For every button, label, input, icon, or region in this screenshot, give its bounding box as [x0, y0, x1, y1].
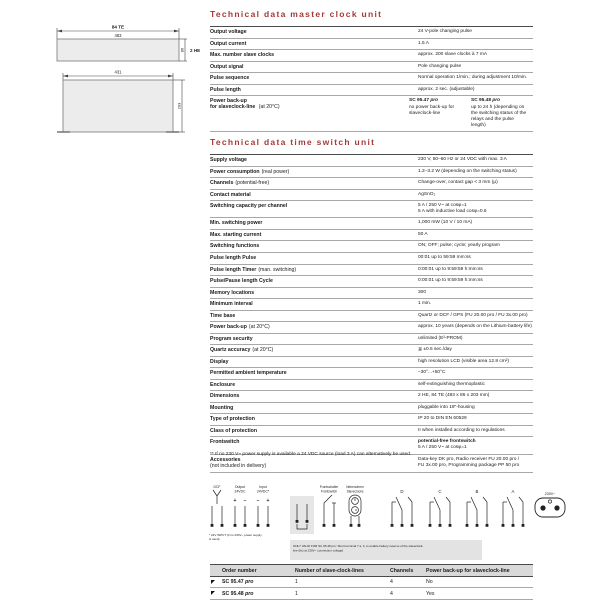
variant-sc9547: SC 95.47 pro no power back-up for slaveclock-line — [409, 98, 455, 117]
table-row: SC 95.48 pro 1 4 Yes — [210, 588, 533, 599]
front-height-mm-label: 86 — [179, 47, 185, 53]
table-row: SC 95.47 pro 1 4 No — [210, 577, 533, 588]
svg-text:ONLY VALID FOR SC 95.48 pro: S: ONLY VALID FOR SC 95.48 pro: Short terminal 7 a, b, to enable battery reserve of the slaveclock- — [293, 544, 424, 548]
spec-row — [210, 39, 533, 51]
variant-sc9548: SC 95.48 pro up to 24 h (depending on the switching status of the relays and the pulse length) — [471, 98, 527, 129]
section-title-master: Technical data master clock unit — [210, 9, 383, 19]
svg-text:D: D — [400, 489, 404, 494]
front-height-he-label: 2 HE — [190, 48, 201, 53]
front-width-mm-label: 483 — [114, 33, 122, 38]
spec-row — [210, 27, 533, 39]
master-clock-table — [210, 26, 533, 132]
spec-label: Output signal — [210, 63, 244, 70]
side-width-mm-label: 431 — [114, 69, 122, 75]
output-label: Output — [234, 485, 246, 489]
spec-value: 24 V-pole changing pulse — [418, 29, 472, 34]
spec-label: Pulse length — [210, 86, 241, 93]
spec-value: Pole changing pulse — [418, 63, 462, 69]
left-note-line2: is used) — [209, 537, 220, 541]
dimension-drawing — [35, 20, 210, 145]
spec-value: 1.5 A — [418, 40, 429, 46]
terminal-block-left — [212, 506, 268, 524]
col-header-order-number: Order number — [222, 567, 257, 574]
polarity-plus: + — [266, 498, 270, 504]
spec-label: Output voltage — [210, 29, 247, 35]
slaveclocks-label-de: Nebenuhren — [346, 485, 364, 489]
side-view-outline — [63, 80, 173, 132]
spec-value — [409, 98, 533, 129]
spec-row-power-backup — [210, 96, 533, 132]
spec-label: Max. number slave clocks — [210, 52, 275, 59]
dcf-label: DCF — [213, 485, 221, 489]
side-depth-mm-label: 203 — [176, 102, 182, 110]
spec-label: Power back-up for slaveclock-line (at 20°C) — [210, 98, 280, 111]
input-label: Input — [259, 485, 267, 489]
spec-row — [210, 50, 533, 62]
spec-label: Pulse sequence — [210, 75, 250, 82]
col-header-channels: Channels — [390, 567, 414, 574]
col-header-backup: Power back-up for slaveclock-line — [426, 567, 510, 574]
channel-d — [391, 489, 414, 527]
flag-icon — [211, 580, 215, 584]
frontswitch-icon — [324, 495, 336, 524]
spec-row — [210, 62, 533, 74]
slaveclock-line-icon — [349, 495, 361, 524]
flag-icon — [211, 591, 215, 595]
svg-text:A: A — [511, 489, 515, 494]
time-switch-table: Supply voltage 230 V, 50–60 Hz or 24 VDC with max. 3 A Power consumption (real power) 1.2–3.2 W (depending on the switching status) Channels (potential-free) Change-over, contact gap < 3 mm (μ) Contact material AgSnO₂ Switching capacity per channel 5 A / 250 V~ at cosφ=1 5 A with inductive load cosφ=0.6 Min. switching power 1,000 mW (10 V / 10 mA) Max. starting current 50 A Switching functions ON; OFF; pulse; cycle; yearly program Pulse length Pulse 00:01 up to 59:59 mm:ss Pulse length Timer (man. switching) 0:00:01 up to 9:59:59 h:mm:ss Pulse/Pause length Cycle 0:00:01 up to 9:59:59 h:mm:ss Memory locations 300 Minimum interval 1 min. Time base Quartz or DCF / GPS (FU 20.00 pro / FU 3x.00 pro) Power back-up (at 20°C) approx. 10 years (depends on the Lithium-battery life) Program security unlimited (E²-PROM) Quartz accuracy (at 20°C) ≦ ±0.5 sec./day Display high resolution LCD (visible area 12.8 cm²) Permitted ambient temperature –30°...+50°C Enclosure self-extinguishing thermoplastic Dimensions 2 HE, 84 TE (483 x 86 x 203 mm) Mounting pluggable into 19"-housing Type of protection IP 20 to DIN EN 60529 Class of protection II when installed according to regulations Frontswitch potential-free frontswitch 5 A / 250 V~ at cosφ=1 Accessories (not included in delivery) Data-key DK pro, Radio receiver FU 20.00 pro / FU 3x.00 pro, Programming package PP 50 pro — [210, 154, 533, 473]
order-table-header — [210, 565, 533, 577]
dcf-antenna-icon — [213, 490, 221, 504]
frontswitch-label-de: Frontschalter — [319, 485, 339, 489]
sc9548-note-box — [290, 540, 482, 560]
channel-b — [466, 489, 489, 527]
front-width-te-label: 84 TE — [111, 24, 125, 30]
polarity-minus: – — [243, 498, 247, 504]
channel-a — [502, 489, 525, 527]
slaveclocks-label-en: Slaveclocks — [346, 489, 364, 494]
spec-value: approx. 2 sec. (adjustable) — [418, 86, 475, 92]
connection-diagram — [205, 482, 590, 564]
svg-text:C: C — [438, 489, 442, 494]
battery-reserve-terminals — [290, 496, 314, 534]
svg-text:line (fix) at 230V~ connection: line (fix) at 230V~ connection voltage) — [293, 548, 344, 553]
output-sub-label: 24VDC — [234, 489, 246, 494]
channel-c — [429, 489, 452, 527]
input-sub-label: 24VDC* — [256, 489, 270, 494]
spec-row — [210, 85, 533, 97]
front-view-outline — [57, 39, 179, 61]
left-note-line1: * 24V INPUT (if no 230V~ power supply — [209, 533, 262, 537]
spec-value: Normal operation 1/min.; during adjustment 10/min. — [418, 75, 528, 81]
footnote: ** If no 230 V~ power supply is available a 24 VDC source (load 3 A) can alternatively be used. — [210, 452, 412, 457]
svg-text:B: B — [475, 489, 479, 494]
polarity-plus: + — [233, 498, 237, 504]
frontswitch-label-en: Frontswitch — [320, 489, 338, 494]
spec-label: Output current — [210, 40, 247, 47]
spec-row — [210, 73, 533, 85]
col-header-lines: Number of slave-clock-lines — [295, 567, 364, 574]
power-plug-icon — [535, 498, 565, 517]
order-table — [210, 564, 533, 600]
polarity-minus: – — [256, 498, 260, 504]
section-title-switch: Technical data time switch unit — [210, 137, 376, 147]
plug-voltage-label: 230V~ — [544, 492, 556, 496]
spec-value: approx. 200 slave clocks à 7 mA — [418, 52, 488, 58]
